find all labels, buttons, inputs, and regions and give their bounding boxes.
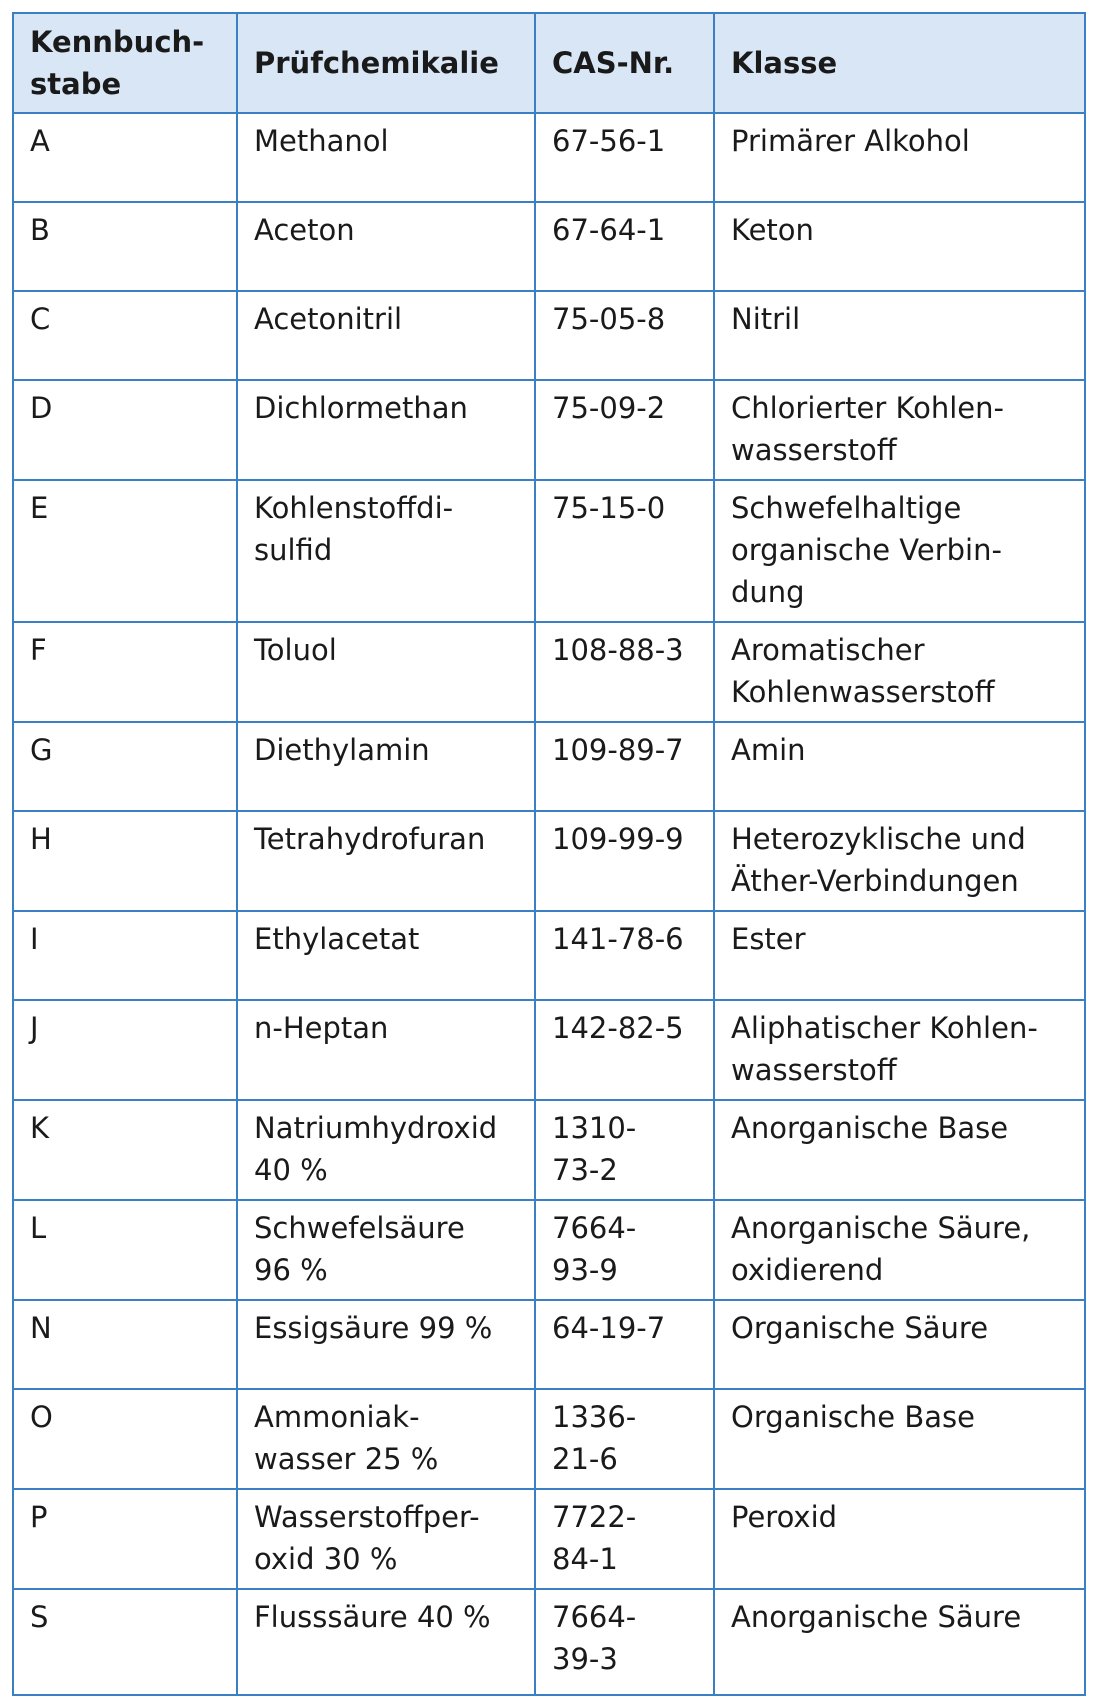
- cell-class: Primärer Alkohol: [714, 113, 1085, 202]
- cell-chemical: Toluol: [237, 622, 535, 722]
- header-klasse: Klasse: [714, 13, 1085, 113]
- header-pruefchemikalie: Prüfchemikalie: [237, 13, 535, 113]
- cell-cas: 75-05-8: [535, 291, 714, 380]
- cell-chemical: Methanol: [237, 113, 535, 202]
- table-row: [13, 1000, 1085, 1100]
- cell-chemical: Kohlenstoffdi- sulfid: [237, 480, 535, 622]
- cell-class: Chlorierter Kohlen- wasserstoff: [714, 380, 1085, 480]
- cell-chemical: Flusssäure 40 %: [237, 1589, 535, 1695]
- table-row: [13, 1589, 1085, 1695]
- cell-code: B: [13, 202, 237, 291]
- table-row: [13, 1200, 1085, 1300]
- cell-code: P: [13, 1489, 237, 1589]
- header-kennbuchstabe: Kennbuch- stabe: [13, 13, 237, 113]
- cell-chemical: Ethylacetat: [237, 911, 535, 1000]
- table-row: [13, 202, 1085, 291]
- cell-cas: 109-89-7: [535, 722, 714, 811]
- cell-code: I: [13, 911, 237, 1000]
- table-row: [13, 480, 1085, 622]
- cell-class: Aromatischer Kohlenwasserstoff: [714, 622, 1085, 722]
- cell-class: Heterozyklische und Äther-Verbindungen: [714, 811, 1085, 911]
- table-row: [13, 722, 1085, 811]
- cell-cas: 64-19-7: [535, 1300, 714, 1389]
- cell-code: A: [13, 113, 237, 202]
- cell-class: Anorganische Base: [714, 1100, 1085, 1200]
- cell-class: Nitril: [714, 291, 1085, 380]
- table-row: [13, 1389, 1085, 1489]
- cell-code: C: [13, 291, 237, 380]
- cell-cas: 7664- 39-3: [535, 1589, 714, 1695]
- cell-code: S: [13, 1589, 237, 1695]
- cell-class: Schwefelhaltige organische Verbin- dung: [714, 480, 1085, 622]
- cell-cas: 67-64-1: [535, 202, 714, 291]
- cell-code: J: [13, 1000, 237, 1100]
- cell-cas: 75-09-2: [535, 380, 714, 480]
- cell-class: Anorganische Säure, oxidierend: [714, 1200, 1085, 1300]
- cell-class: Anorganische Säure: [714, 1589, 1085, 1695]
- table-header-row: [13, 13, 1085, 113]
- cell-cas: 7664- 93-9: [535, 1200, 714, 1300]
- cell-code: N: [13, 1300, 237, 1389]
- cell-class: Organische Säure: [714, 1300, 1085, 1389]
- cell-code: F: [13, 622, 237, 722]
- cell-chemical: Acetonitril: [237, 291, 535, 380]
- cell-code: K: [13, 1100, 237, 1200]
- cell-cas: 142-82-5: [535, 1000, 714, 1100]
- cell-chemical: Aceton: [237, 202, 535, 291]
- cell-chemical: Diethylamin: [237, 722, 535, 811]
- cell-class: Amin: [714, 722, 1085, 811]
- table-row: [13, 380, 1085, 480]
- cell-code: H: [13, 811, 237, 911]
- cell-cas: 7722- 84-1: [535, 1489, 714, 1589]
- table-row: [13, 113, 1085, 202]
- cell-cas: 67-56-1: [535, 113, 714, 202]
- table-row: [13, 1100, 1085, 1200]
- chemical-table: [12, 12, 1086, 1696]
- cell-chemical: Ammoniak- wasser 25 %: [237, 1389, 535, 1489]
- cell-chemical: Tetrahydrofuran: [237, 811, 535, 911]
- cell-class: Ester: [714, 911, 1085, 1000]
- table-row: [13, 291, 1085, 380]
- cell-chemical: Essigsäure 99 %: [237, 1300, 535, 1389]
- cell-class: Keton: [714, 202, 1085, 291]
- table-row: [13, 811, 1085, 911]
- cell-chemical: Natriumhydroxid 40 %: [237, 1100, 535, 1200]
- cell-chemical: n-Heptan: [237, 1000, 535, 1100]
- cell-code: E: [13, 480, 237, 622]
- cell-code: O: [13, 1389, 237, 1489]
- cell-code: D: [13, 380, 237, 480]
- cell-cas: 1336- 21-6: [535, 1389, 714, 1489]
- table-row: [13, 1489, 1085, 1589]
- header-cas-nr: CAS-Nr.: [535, 13, 714, 113]
- cell-chemical: Wasserstoffper- oxid 30 %: [237, 1489, 535, 1589]
- table-row: [13, 1300, 1085, 1389]
- cell-code: G: [13, 722, 237, 811]
- cell-code: L: [13, 1200, 237, 1300]
- cell-cas: 75-15-0: [535, 480, 714, 622]
- table-row: [13, 622, 1085, 722]
- cell-chemical: Dichlormethan: [237, 380, 535, 480]
- cell-cas: 1310- 73-2: [535, 1100, 714, 1200]
- cell-cas: 109-99-9: [535, 811, 714, 911]
- cell-chemical: Schwefelsäure 96 %: [237, 1200, 535, 1300]
- chemical-table-container: [12, 12, 1084, 1696]
- table-row: [13, 911, 1085, 1000]
- cell-class: Aliphatischer Kohlen- wasserstoff: [714, 1000, 1085, 1100]
- cell-cas: 141-78-6: [535, 911, 714, 1000]
- cell-class: Peroxid: [714, 1489, 1085, 1589]
- cell-cas: 108-88-3: [535, 622, 714, 722]
- cell-class: Organische Base: [714, 1389, 1085, 1489]
